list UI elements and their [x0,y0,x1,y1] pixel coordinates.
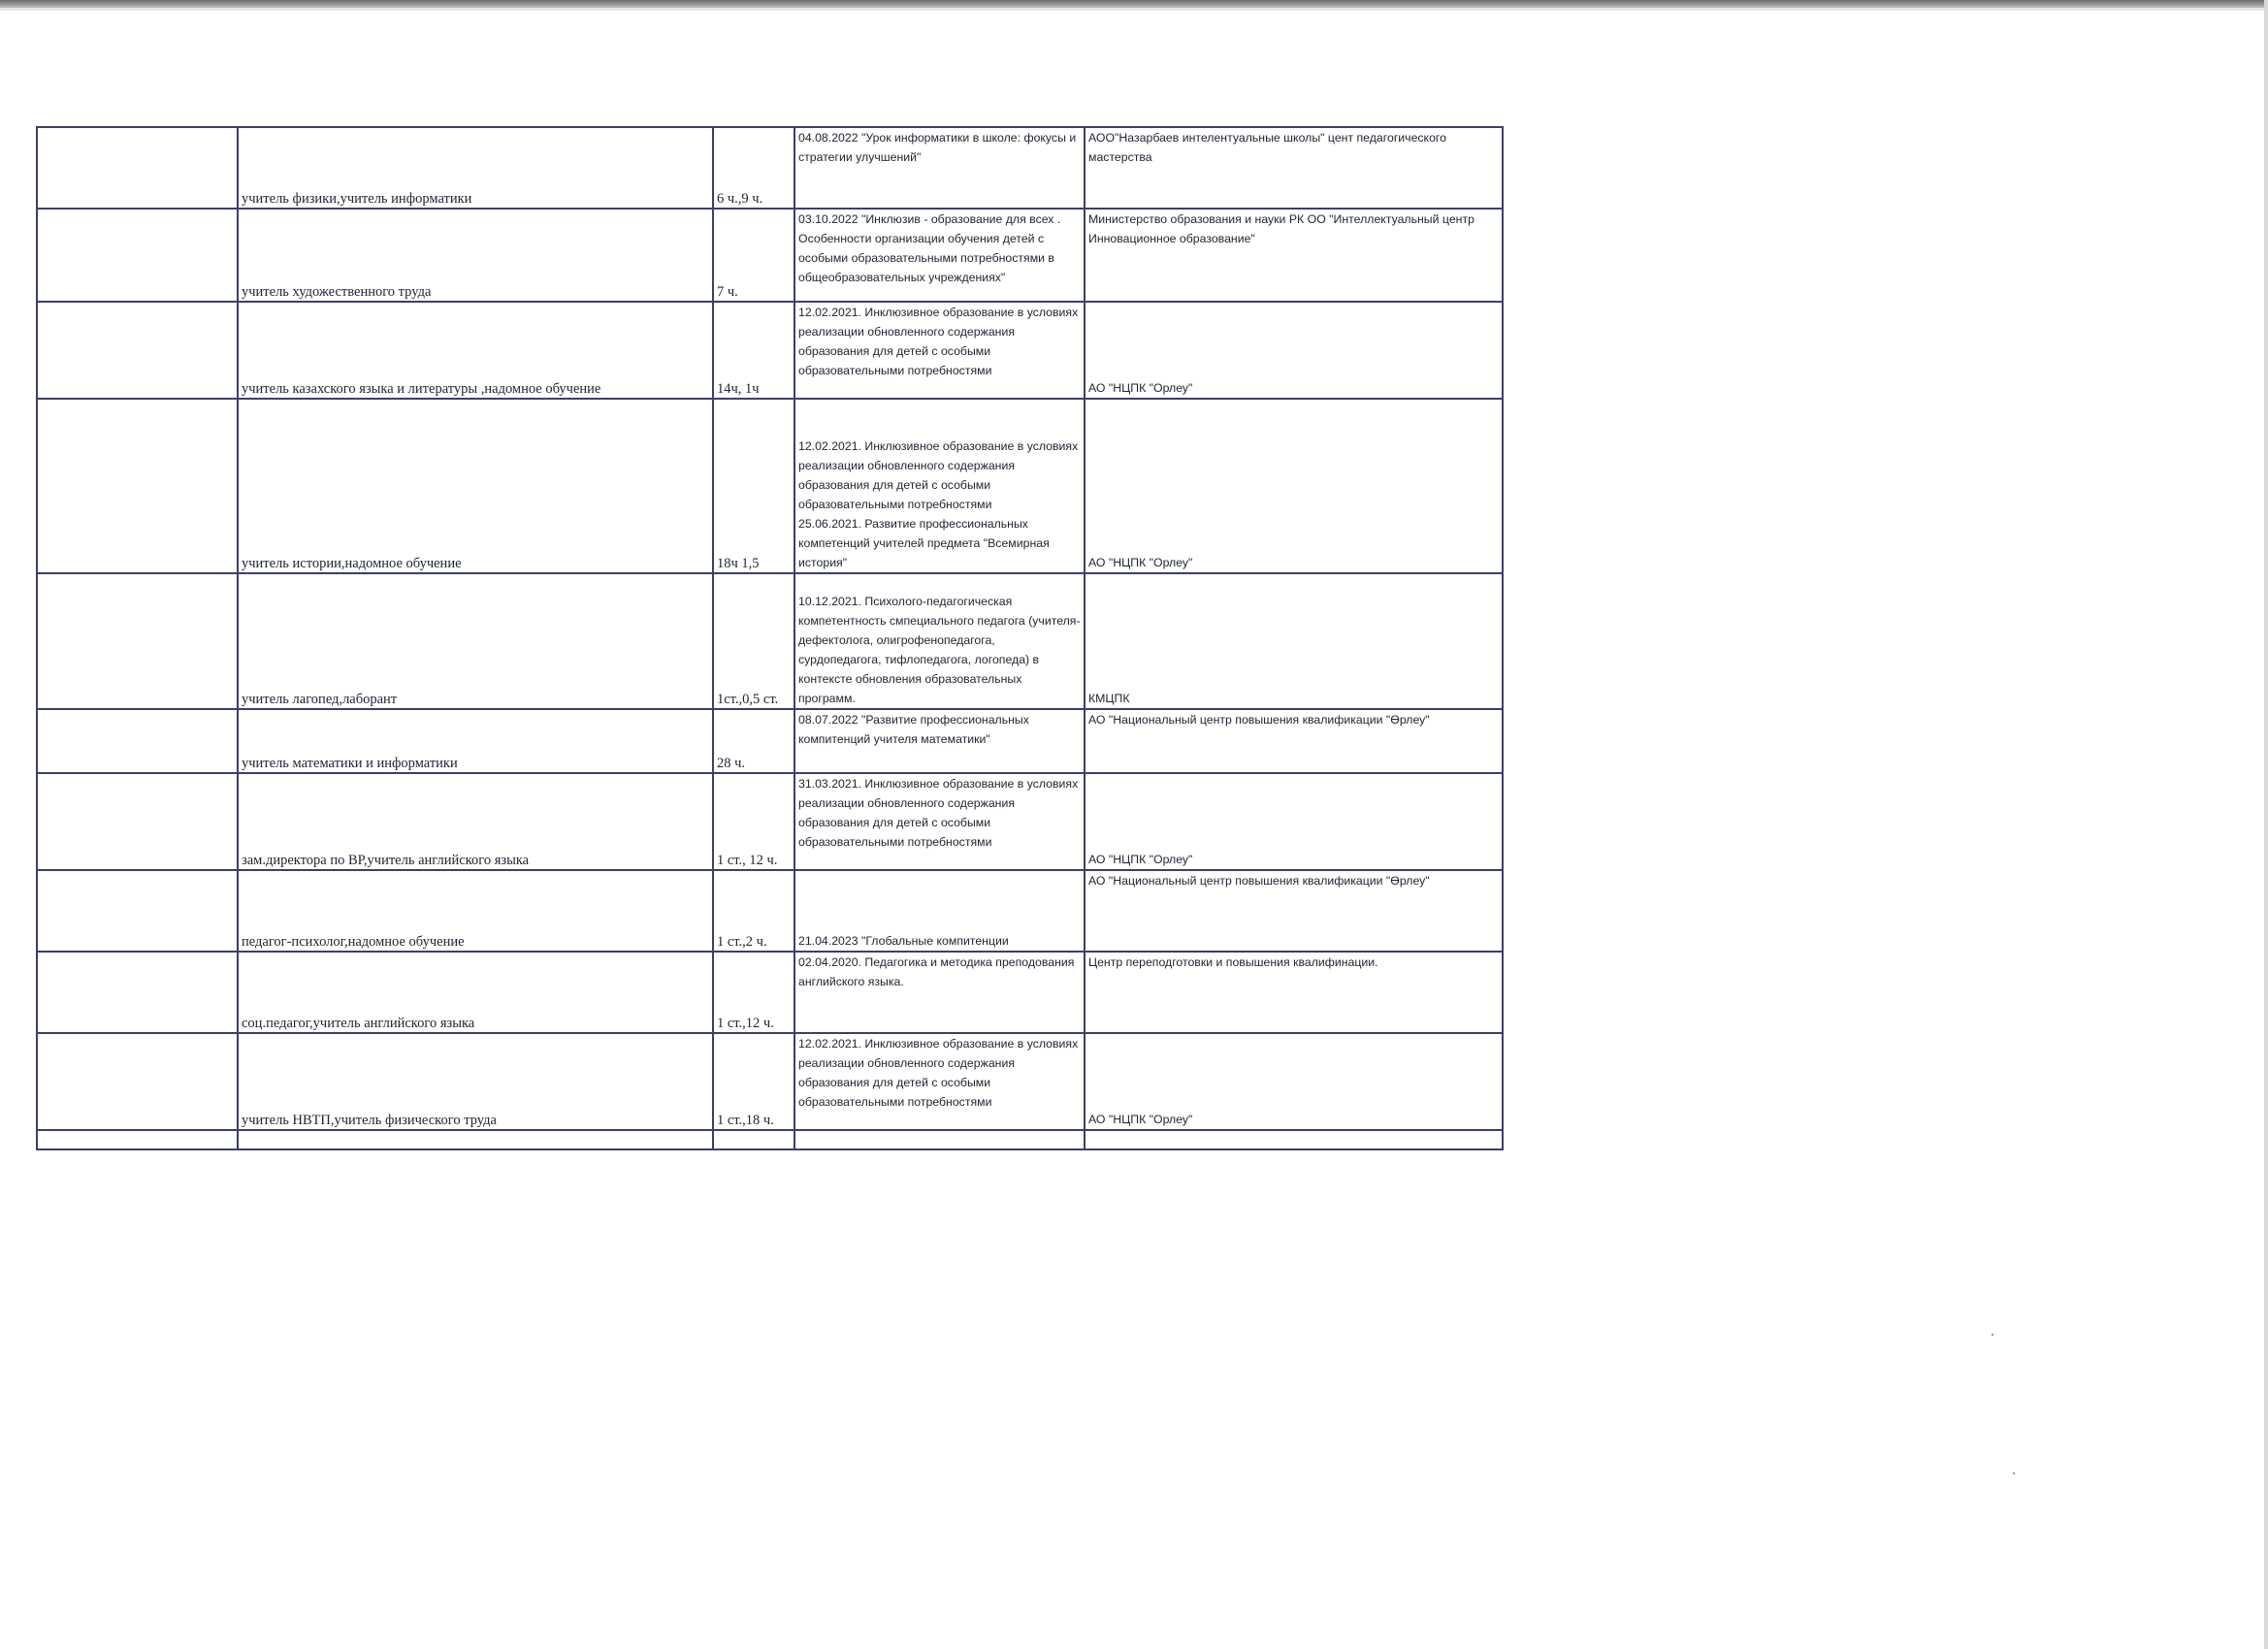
course-cell: 21.04.2023 "Глобальные компитенции [794,870,1085,952]
table-row [37,709,1503,773]
course-cell: 04.08.2022 "Урок информатики в школе: фокусы и стратегии улучшений" [794,127,1085,209]
table-row [37,952,1503,1033]
position-cell: зам.директора по ВР,учитель английского языка [238,773,713,870]
hours-cell: 28 ч. [713,709,794,773]
empty-cell [1085,1130,1503,1149]
table-row [37,302,1503,399]
course-cell: 02.04.2020. Педагогика и методика преподования английского языка. [794,952,1085,1033]
empty-cell [37,709,238,773]
course-cell: 12.02.2021. Инклюзивное образование в условиях реализации обновленного содержания образования для детей с особыми образовательными потребностями [794,302,1085,399]
organization-cell: АО "Национальный центр повышения квалификации "Өрлеу" [1085,870,1503,952]
scan-edge-top [0,0,2268,8]
hours-cell: 1 ст.,18 ч. [713,1033,794,1130]
table-row [37,127,1503,209]
organization-cell: АО "НЦПК "Орлеу" [1085,1033,1503,1130]
hours-cell: 1 ст.,2 ч. [713,870,794,952]
empty-cell [37,209,238,302]
course-cell: 12.02.2021. Инклюзивное образование в условиях реализации обновленного содержания образования для детей с особыми образовательными потребностями [794,1033,1085,1130]
empty-cell [37,870,238,952]
position-cell: учитель НВТП,учитель физического труда [238,1033,713,1130]
position-cell: учитель истории,надомное обучение [238,399,713,573]
organization-cell: КМЦПК [1085,573,1503,709]
empty-cell [713,1130,794,1149]
table-row-empty [37,1130,1503,1149]
position-cell: учитель художественного труда [238,209,713,302]
position-cell: учитель математики и информатики [238,709,713,773]
organization-cell: Министерство образования и науки РК ОО "Интеллектуальный центр Инновационное образование" [1085,209,1503,302]
empty-cell [794,1130,1085,1149]
table-row [37,209,1503,302]
course-cell: 08.07.2022 "Развитие профессиональных компитенций учителя математики" [794,709,1085,773]
hours-cell: 18ч 1,5 [713,399,794,573]
empty-cell [37,302,238,399]
course-cell: 12.02.2021. Инклюзивное образование в условиях реализации обновленного содержания образования для детей с особыми образовательными потребностями 25.06.2021. Развитие профессиональных компетенций учителей предмета "Всемирная история" [794,399,1085,573]
position-cell: соц.педагог,учитель английского языка [238,952,713,1033]
position-cell: учитель лагопед,лаборант [238,573,713,709]
hours-cell: 14ч, 1ч [713,302,794,399]
hours-cell: 1 ст.,12 ч. [713,952,794,1033]
hours-cell: 6 ч.,9 ч. [713,127,794,209]
course-cell: 03.10.2022 "Инклюзив - образование для всех . Особенности организации обучения детей с особыми образовательными потребностями в общеобразовательных учреждениях" [794,209,1085,302]
organization-cell: АО "НЦПК "Орлеу" [1085,302,1503,399]
empty-cell [37,127,238,209]
scan-speck [1992,1334,1993,1336]
organization-cell: Центр переподготовки и повышения квалифинации. [1085,952,1503,1033]
organization-cell: АО "Национальный центр повышения квалификации "Өрлеу" [1085,709,1503,773]
scan-edge-top-light [0,8,2268,11]
empty-cell [37,952,238,1033]
hours-cell: 1ст.,0,5 ст. [713,573,794,709]
position-cell: учитель казахского языка и литературы ,надомное обучение [238,302,713,399]
teacher-qualification-table [36,126,1504,1150]
empty-cell [37,573,238,709]
organization-cell: АОО"Назарбаев интелентуальные школы" цент педагогического мастерства [1085,127,1503,209]
course-cell: 10.12.2021. Психолого-педагогическая компетентность смпециального педагога (учителя-дефектолога, олигрофенопедагога, сурдопедагога, тифлопедагога, логопеда) в контексте обновления образовательных программ. [794,573,1085,709]
organization-cell: АО "НЦПК "Орлеу" [1085,773,1503,870]
table-row [37,870,1503,952]
table-row [37,573,1503,709]
empty-cell [37,1130,238,1149]
scan-speck [2013,1472,2015,1474]
hours-cell: 1 ст., 12 ч. [713,773,794,870]
empty-cell [37,1033,238,1130]
table-row [37,1033,1503,1130]
empty-cell [238,1130,713,1149]
table-row [37,773,1503,870]
scan-edge-right [2264,0,2268,1649]
position-cell: учитель физики,учитель информатики [238,127,713,209]
hours-cell: 7 ч. [713,209,794,302]
empty-cell [37,773,238,870]
empty-cell [37,399,238,573]
course-cell: 31.03.2021. Инклюзивное образование в условиях реализации обновленного содержания образования для детей с особыми образовательными потребностями [794,773,1085,870]
organization-cell: АО "НЦПК "Орлеу" [1085,399,1503,573]
position-cell: педагог-психолог,надомное обучение [238,870,713,952]
table-row [37,399,1503,573]
